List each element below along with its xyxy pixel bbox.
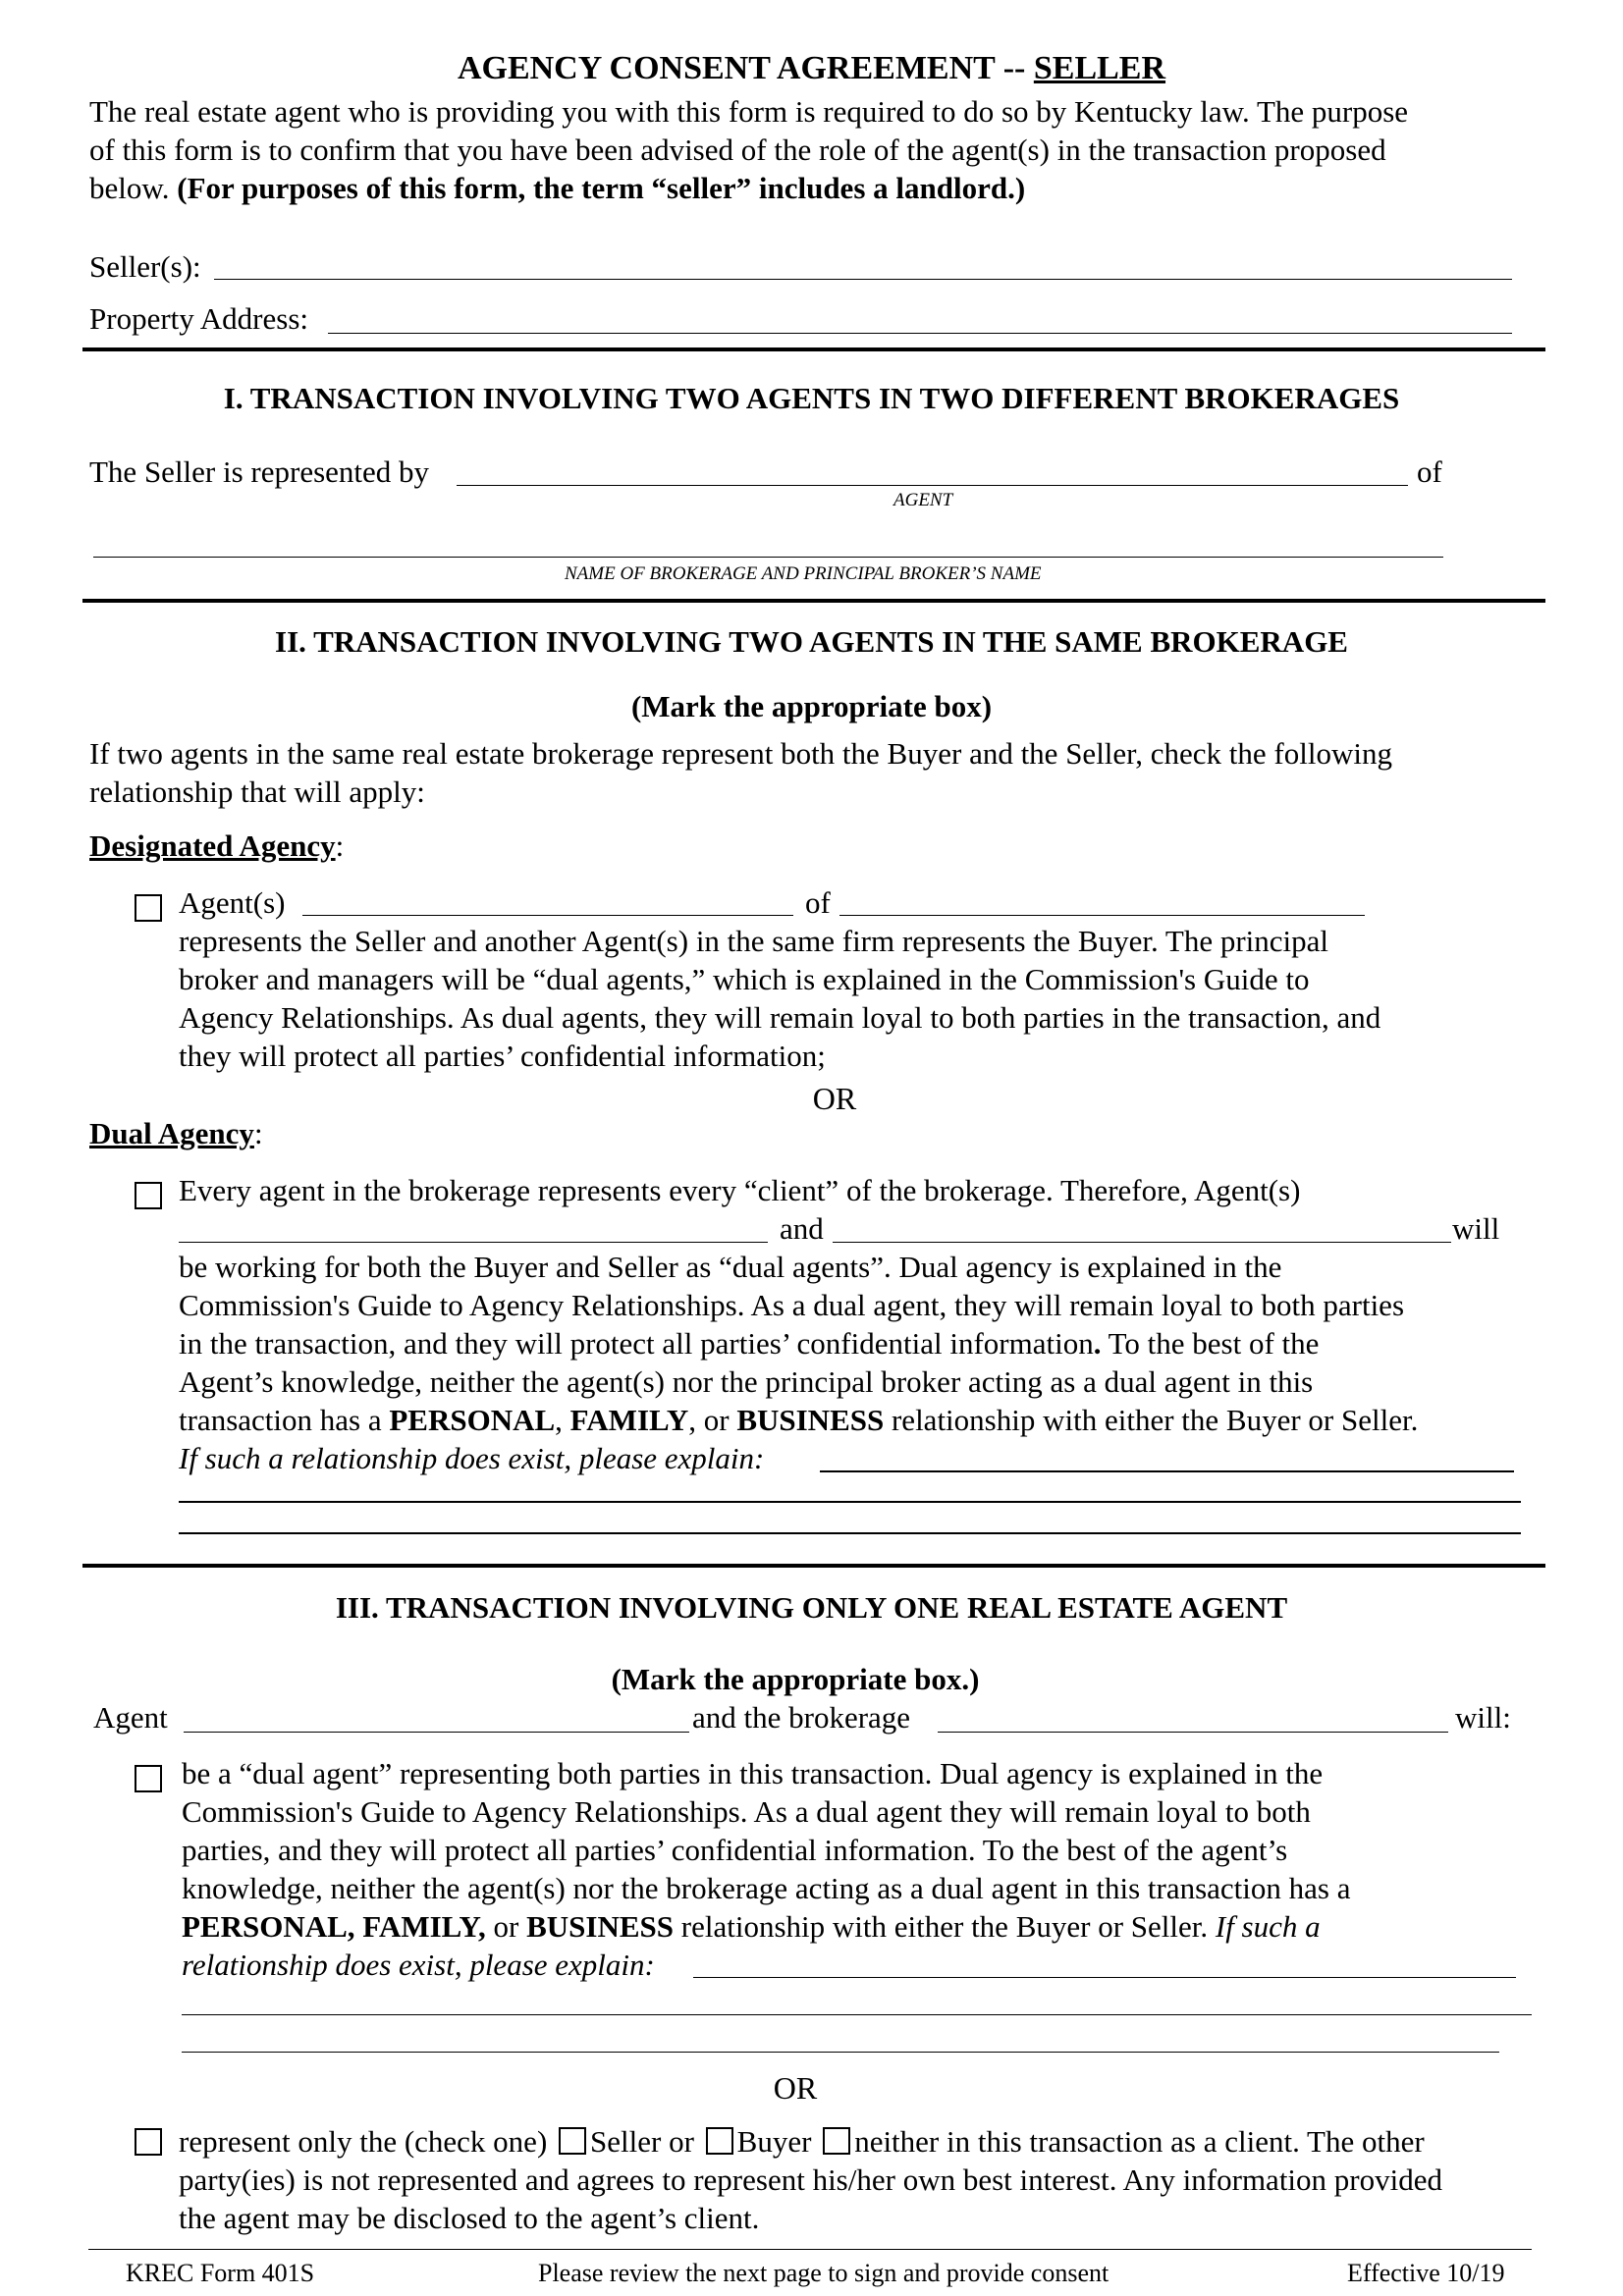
dual-agency-heading <box>89 1114 263 1152</box>
section-3-mark-instruction: (Mark the appropriate box.) <box>611 1662 980 1696</box>
dual-text-5a: in the transaction, and they will protect all parties’ confidential information <box>179 1326 1094 1361</box>
single-brokerage-field[interactable] <box>938 1732 1448 1733</box>
single-agent-field[interactable] <box>184 1732 689 1733</box>
section-3-heading: III. TRANSACTION INVOLVING ONLY ONE REAL ESTATE AGENT <box>335 1590 1288 1625</box>
option-1-text-5e: If such a <box>1215 1909 1321 1944</box>
family-term: FAMILY <box>569 1403 689 1437</box>
dual-text-3: be working for both the Buyer and Seller as “dual agents”. Dual agency is explained in the <box>179 1250 1282 1284</box>
option-2-text-3: the agent may be disclosed to the agent’s client. <box>179 2201 760 2235</box>
section-divider <box>82 599 1545 603</box>
section-1-heading: I. TRANSACTION INVOLVING TWO AGENTS IN TWO DIFFERENT BROKERAGES <box>223 381 1400 415</box>
brokerage-name-field[interactable] <box>93 557 1443 558</box>
designated-text-4: they will protect all parties’ confidential information; <box>179 1039 826 1073</box>
sellers-field[interactable] <box>214 279 1512 280</box>
section-divider <box>82 347 1545 351</box>
dual-explain-field-3[interactable] <box>179 1532 1521 1534</box>
footer-form-number: KREC Form 401S <box>126 2259 315 2287</box>
option-1-text-1: be a “dual agent” representing both parties in this transaction. Dual agency is explained in the <box>182 1756 1324 1790</box>
intro-seller-note: (For purposes of this form, the term “seller” includes a landlord.) <box>177 171 1026 205</box>
document-title <box>0 49 1623 87</box>
designated-agency-label: Designated Agency <box>89 828 336 863</box>
dual-explain-label: If such a relationship does exist, please explain: <box>179 1441 765 1475</box>
option-1-explain-field-1[interactable] <box>693 1977 1516 1978</box>
personal-term: PERSONAL <box>389 1403 556 1437</box>
designated-text-1: represents the Seller and another Agent(s) in the same firm represents the Buyer. The principal <box>179 924 1329 958</box>
dual-agent-1-field[interactable] <box>179 1242 768 1243</box>
dual-will-label: will <box>1452 1211 1500 1246</box>
dual-text-7 <box>179 1401 1418 1439</box>
footer-effective-date: Effective 10/19 <box>1347 2259 1505 2287</box>
option-2-text-1 <box>179 2122 1425 2161</box>
personal-family-terms: PERSONAL, FAMILY, <box>182 1909 486 1944</box>
seller-option-label: Seller or <box>590 2124 694 2159</box>
represented-of-label: of <box>1417 454 1442 489</box>
dual-text-6: Agent’s knowledge, neither the agent(s) nor the principal broker acting as a dual agent in this <box>179 1364 1314 1399</box>
dual-text-5c: To the best of the <box>1101 1326 1320 1361</box>
neither-option-label: neither in this transaction as a client. The other <box>854 2124 1425 2159</box>
dual-text-7b: relationship with either the Buyer or Seller. <box>884 1403 1419 1437</box>
designated-agent-field[interactable] <box>302 915 793 916</box>
designated-agent-label: Agent(s) <box>179 885 286 920</box>
seller-checkbox[interactable] <box>559 2127 586 2155</box>
option-1-explain-field-2[interactable] <box>182 2014 1532 2015</box>
option-1-text-2: Commission's Guide to Agency Relationships. As a dual agent they will remain loyal to both <box>182 1794 1311 1829</box>
property-address-field[interactable] <box>328 333 1512 334</box>
option-1-text-3: parties, and they will protect all parties’ confidential information. To the best of the agent’s <box>182 1833 1288 1867</box>
section-2-mark-instruction: (Mark the appropriate box) <box>630 689 993 723</box>
option-1-text-4: knowledge, neither the agent(s) nor the brokerage acting as a dual agent in this transaction has a <box>182 1871 1351 1905</box>
footer-rule <box>88 2249 1532 2250</box>
section-2-intro-2: relationship that will apply: <box>89 774 425 809</box>
section-divider <box>82 1564 1545 1568</box>
title-seller: SELLER <box>1033 50 1166 86</box>
designated-agency-checkbox[interactable] <box>135 894 162 922</box>
neither-checkbox[interactable] <box>823 2127 850 2155</box>
footer-note: Please review the next page to sign and provide consent <box>538 2259 1109 2287</box>
dual-text-5 <box>179 1324 1319 1362</box>
or-divider-2: OR <box>773 2070 818 2106</box>
designated-of-field[interactable] <box>839 915 1365 916</box>
and-brokerage-label: and the brokerage <box>692 1700 911 1735</box>
intro-line-2: of this form is to confirm that you have been advised of the role of the agent(s) in the transaction proposed <box>89 133 1386 167</box>
intro-line-1: The real estate agent who is providing you with this form is required to do so by Kentucky law. The purpose <box>89 94 1409 129</box>
agent-caption: AGENT <box>893 490 953 510</box>
option-1-text-5 <box>182 1907 1321 1946</box>
dual-agency-label: Dual Agency <box>89 1116 254 1150</box>
designated-agency-colon: : <box>335 828 345 863</box>
dual-text-1: Every agent in the brokerage represents every “client” of the brokerage. Therefore, Agent(s) <box>179 1173 1301 1207</box>
dual-text-4: Commission's Guide to Agency Relationships. As a dual agent, they will remain loyal to both parties <box>179 1288 1405 1322</box>
designated-text-3: Agency Relationships. As dual agents, they will remain loyal to both parties in the transaction, and <box>179 1000 1381 1035</box>
designated-text-2: broker and managers will be “dual agents,” which is explained in the Commission's Guide to <box>179 962 1310 996</box>
property-address-label: Property Address: <box>89 301 309 336</box>
represented-by-label: The Seller is represented by <box>89 454 430 489</box>
dual-agent-2-field[interactable] <box>833 1242 1451 1243</box>
dual-explain-field-1[interactable] <box>820 1470 1514 1472</box>
dual-comma: , <box>555 1403 570 1437</box>
option-1-text-5d: relationship with either the Buyer or Seller. <box>674 1909 1216 1944</box>
section-2-heading: II. TRANSACTION INVOLVING TWO AGENTS IN THE SAME BROKERAGE <box>275 624 1348 659</box>
dual-agency-colon: : <box>253 1116 263 1150</box>
represent-only-text: represent only the (check one) <box>179 2124 548 2159</box>
buyer-checkbox[interactable] <box>706 2127 733 2155</box>
dual-text-5-period: . <box>1093 1326 1102 1361</box>
title-main: AGENCY CONSENT AGREEMENT -- <box>457 50 1034 86</box>
option-2-text-2: party(ies) is not represented and agrees to represent his/her own best interest. Any information provided <box>179 2163 1442 2197</box>
dual-explain-field-2[interactable] <box>179 1501 1521 1503</box>
intro-line-3-text: below. <box>89 171 178 205</box>
option-1-or-word: or <box>485 1909 527 1944</box>
business-term: BUSINESS <box>736 1403 885 1437</box>
intro-line-3 <box>89 169 1025 207</box>
option-1-explain-field-3[interactable] <box>182 2052 1499 2053</box>
dual-and-label: and <box>780 1211 824 1246</box>
section-2-intro-1: If two agents in the same real estate brokerage represent both the Buyer and the Seller, check the following <box>89 736 1392 771</box>
designated-of-label: of <box>805 885 831 920</box>
dual-agent-option-checkbox[interactable] <box>135 1765 162 1792</box>
business-term-2: BUSINESS <box>526 1909 675 1944</box>
dual-or-word: , or <box>688 1403 737 1437</box>
dual-text-7a: transaction has a <box>179 1403 390 1437</box>
single-agent-label: Agent <box>93 1700 168 1735</box>
represent-only-checkbox[interactable] <box>135 2128 162 2156</box>
buyer-option-label: Buyer <box>736 2124 812 2159</box>
brokerage-caption: NAME OF BROKERAGE AND PRINCIPAL BROKER’S NAME <box>565 563 1042 584</box>
dual-agency-checkbox[interactable] <box>135 1182 162 1209</box>
or-divider-1: OR <box>812 1081 857 1116</box>
option-1-explain-label: relationship does exist, please explain: <box>182 1948 655 1982</box>
seller-agent-field[interactable] <box>457 485 1408 486</box>
sellers-label: Seller(s): <box>89 249 201 284</box>
single-will-label: will: <box>1455 1700 1511 1735</box>
designated-agency-heading <box>89 827 344 865</box>
